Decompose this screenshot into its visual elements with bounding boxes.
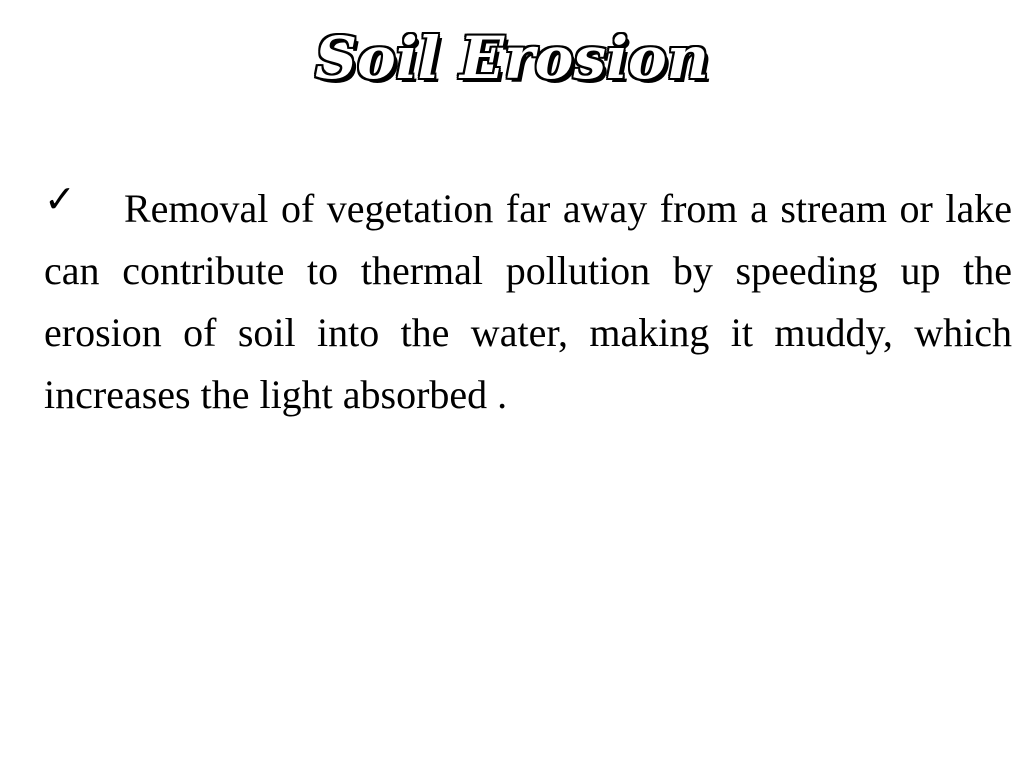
checkmark-icon: ✓ bbox=[44, 179, 76, 221]
bullet-text: Removal of vegetation far away from a stream or lake can contribute to thermal pollution by speeding up the erosion of soil into the water, making it muddy, which increases the light absorbed . bbox=[44, 186, 1012, 417]
bullet-paragraph bbox=[44, 178, 1012, 426]
slide-title: Soil Erosion bbox=[315, 24, 709, 92]
